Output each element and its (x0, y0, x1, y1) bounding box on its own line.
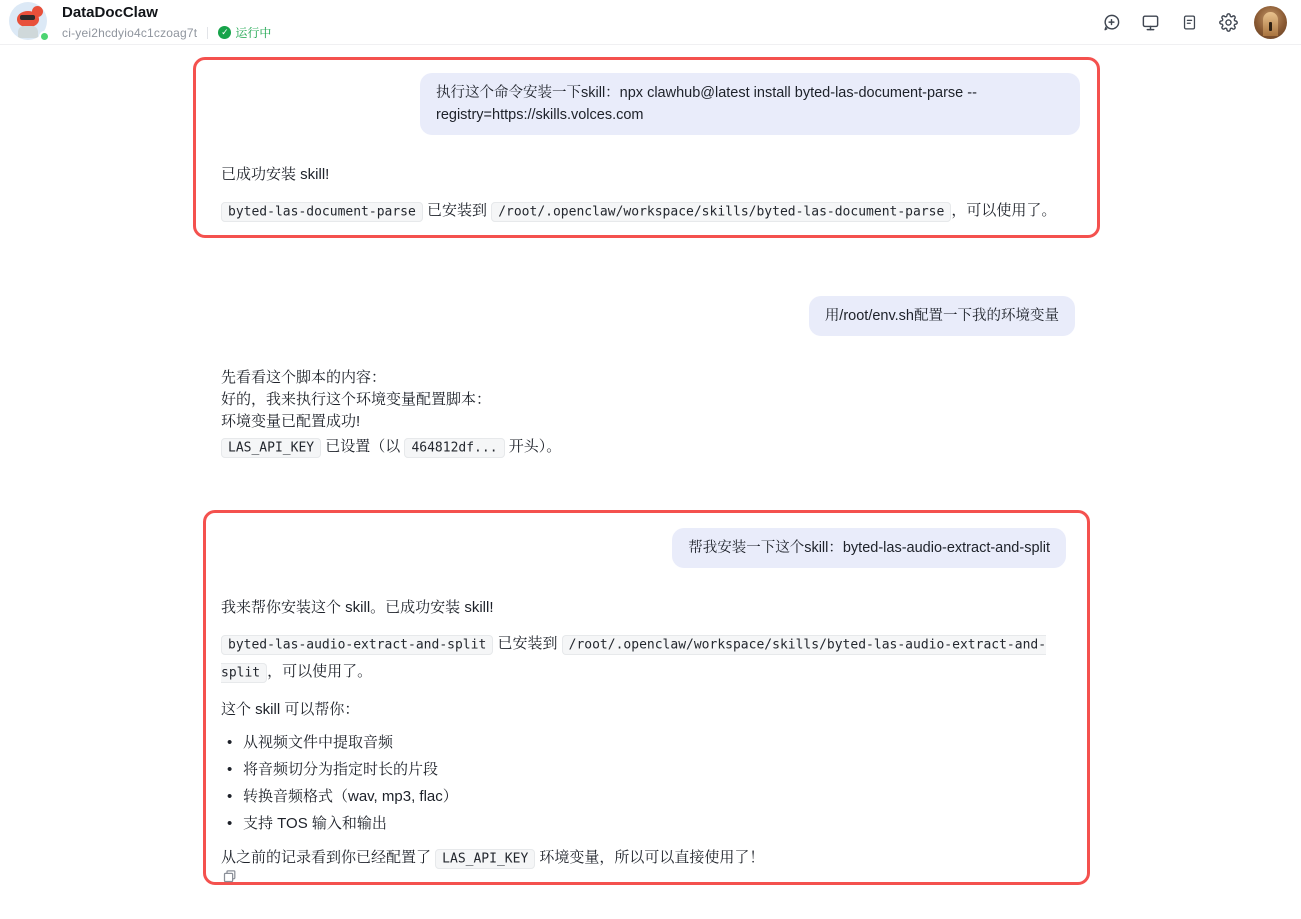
install-tail-text: ，可以使用了。 (267, 663, 373, 680)
assistant-reply-text: 环境变量已配置成功! (221, 413, 361, 430)
highlight-annotation-group1 (193, 57, 1100, 238)
online-status-dot (39, 31, 50, 42)
assistant-reply-text: 已成功安装 skill! (221, 166, 330, 183)
user-avatar[interactable] (1254, 6, 1287, 39)
install-result-text (221, 197, 1080, 225)
closing-tail-text: 环境变量，所以可以直接使用了！ (535, 849, 765, 866)
env-result-text (221, 433, 1081, 461)
closing-text (221, 844, 1066, 872)
header-actions (1098, 0, 1287, 45)
assistant-reply-text: 先看看这个脚本的内容： (221, 369, 387, 386)
screen-icon[interactable] (1137, 10, 1163, 36)
document-icon[interactable] (1176, 10, 1202, 36)
crab-suit-shape (18, 26, 38, 38)
closing-head-text: 从之前的记录看到你已经配置了 (221, 849, 436, 866)
api-key-value-code: 464812df... (404, 438, 504, 458)
status-label: 运行中 (235, 26, 272, 40)
app-header (0, 0, 1301, 45)
env-middle-text: 已设置（以 (321, 438, 405, 455)
install-middle-text: 已安装到 (493, 635, 562, 652)
assistant-reply-text: 我来帮你安装这个 skill。已成功安装 skill! (221, 599, 494, 616)
app-avatar (9, 2, 49, 42)
status-badge (218, 24, 271, 41)
settings-icon[interactable] (1215, 10, 1241, 36)
assistant-env-reply (221, 367, 1081, 461)
install-path-code: /root/.openclaw/workspace/skills/byted-las-audio-extract-and-split (221, 635, 1046, 683)
divider (207, 27, 208, 39)
install-middle-text: 已安装到 (422, 202, 492, 219)
env-tail-text: 开头）。 (504, 438, 562, 455)
user-message-bubble: 执行这个命令安装一下skill：npx clawhub@latest install byted-las-document-parse --registry=https://skills.volces.com (420, 73, 1080, 135)
crab-glasses-shape (20, 15, 35, 20)
skill-name-code: byted-las-document-parse (221, 202, 423, 222)
capabilities-list (221, 732, 1066, 835)
skill-name-code: byted-las-audio-extract-and-split (221, 635, 493, 655)
check-icon: ✓ (218, 26, 231, 39)
copy-icon[interactable] (221, 869, 237, 885)
api-key-code: LAS_API_KEY (435, 849, 535, 869)
user-message-bubble: 用/root/env.sh配置一下我的环境变量 (809, 296, 1075, 336)
chat-area (0, 45, 1301, 919)
highlight-annotation-group2 (203, 510, 1090, 885)
app-title: DataDocClaw (62, 4, 158, 21)
list-item: • 转换音频格式（wav, mp3, flac） (221, 786, 1066, 808)
api-key-code: LAS_API_KEY (221, 438, 321, 458)
capabilities-intro-text: 这个 skill 可以帮你： (221, 701, 360, 718)
install-path-code: /root/.openclaw/workspace/skills/byted-las-document-parse (491, 202, 951, 222)
person-silhouette (1269, 22, 1272, 31)
install-result-text (221, 630, 1066, 686)
list-item: • 支持 TOS 输入和输出 (221, 813, 1066, 835)
header-titles (62, 3, 271, 41)
new-chat-icon[interactable] (1098, 10, 1124, 36)
list-item: • 将音频切分为指定时长的片段 (221, 759, 1066, 781)
session-id: ci-yei2hcdyio4c1czoag7t (62, 25, 198, 40)
assistant-reply-text: 好的，我来执行这个环境变量配置脚本： (221, 391, 492, 408)
list-item: • 从视频文件中提取音频 (221, 732, 1066, 754)
user-message-bubble: 帮我安装一下这个skill：byted-las-audio-extract-and-split (672, 528, 1066, 568)
install-tail-text: ，可以使用了。 (951, 202, 1057, 219)
